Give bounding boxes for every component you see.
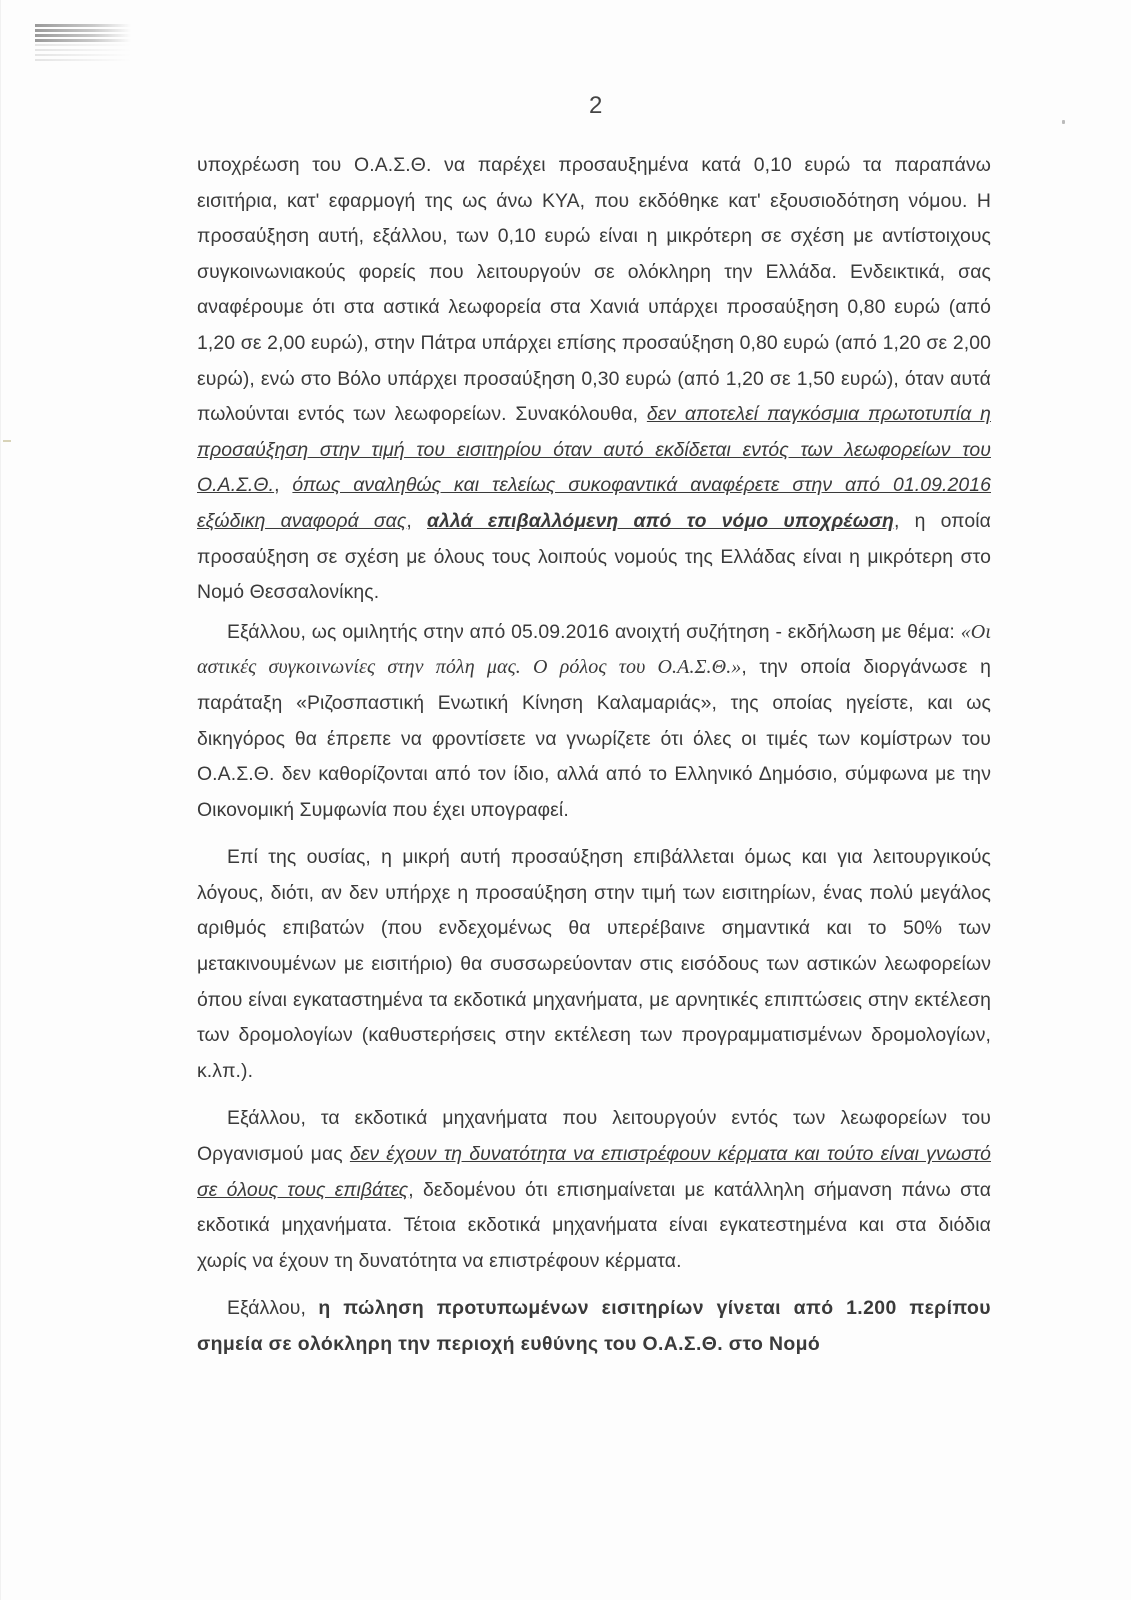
text: , την οποία διοργάνωσε η παράταξη «Ριζοσπαστική Ενωτική Κίνηση Καλαμαριάς», της οποίας ηγείστε, και ως δικηγόρος θα έπρεπε να φροντίσετε να γνωρίζετε ότι όλες οι τιμές των κομίστρων του Ο.Α.Σ.Θ. δεν καθορίζονται από τον ίδιο, αλλά από το Ελληνικό Δημόσιο, σύμφωνα με την Οικονομική Συμφωνία που έχει υπογραφεί. <box>197 656 991 821</box>
paragraph-2 <box>197 615 991 829</box>
text: , <box>406 509 427 532</box>
page-number: 2 <box>589 92 603 119</box>
text: Επί της ουσίας, η μικρή αυτή προσαύξηση επιβάλλεται όμως και για λειτουργικούς λόγους, διότι, αν δεν υπήρχε η προσαύξηση στην τιμή των εισιτηρίων, ένας πολύ μεγάλος αριθμός επιβατών (που ενδεχομένως θα υπερέβαινε σημαντικά και το 50% των μετακινουμένων με εισιτήριο) θα συσσωρεύονταν στις εισόδους των αστικών λεωφορείων όπου είναι εγκαταστημένα τα εκδοτικά μηχανήματα, με αρνητικές επιπτώσεις στην εκτέλεση των δρομολογίων (καθυστερήσεις στην εκτέλεση των προγραμματισμένων δρομολογίων, κ.λπ.). <box>197 846 991 1082</box>
text: , δεδομένου ότι επισημαίνεται με κατάλληλη σήμανση πάνω στα εκδοτικά μηχανήματα. Τέτοια εκδοτικά μηχανήματα είναι εγκατεστημένα και στα διόδια χωρίς να έχουν τη δυνατότητα να επιστρέφουν κέρματα. <box>197 1178 992 1272</box>
underlined-italic-text: δεν έχουν τη δυνατότητα να επιστρέφουν κέρματα και τούτο είναι γνωστό σε όλους τους επιβάτες <box>197 1143 991 1201</box>
text: , <box>274 474 293 497</box>
text: Εξάλλου, τα εκδοτικά μηχανήματα που λειτουργούν εντός των λεωφορείων του Οργανισμού μας <box>197 1107 991 1166</box>
text: , η οποία προσαύξηση σε σχέση με όλους τους λοιπούς νομούς της Ελλάδας είναι η μικρότερη στο Νομό Θεσσαλονίκης. <box>197 509 991 604</box>
text: Εξάλλου, ως ομιλητής στην από 05.09.2016 ανοιχτή συζήτηση - εκδήλωση με θέμα: <box>227 620 961 643</box>
paragraph-4 <box>197 1101 991 1279</box>
text: υποχρέωση του Ο.Α.Σ.Θ. να παρέχει προσαυξημένα κατά 0,10 ευρώ τα παραπάνω εισιτήρια, κατ' εφαρμογή της ως άνω ΚΥΑ, που εκδόθηκε κατ' εξουσιοδότηση νόμου. Η προσαύξηση αυτή, εξάλλου, των 0,10 ευρώ είναι η μικρότερη σε σχέση με αντίστοιχους συγκοινωνιακούς φορείς που λειτουργούν σε ολόκληρη την Ελλάδα. Ενδεικτικά, σας αναφέρουμε ότι στα αστικά λεωφορεία στα Χανιά υπάρχει προσαύξηση 0,80 ευρώ (από 1,20 σε 2,00 ευρώ), στην Πάτρα υπάρχει επίσης προσαύξηση 0,80 ευρώ (από 1,20 σε 2,00 ευρώ), ενώ στο Βόλο υπάρχει προσαύξηση 0,30 ευρώ (από 1,20 σε 1,50 ευρώ), όταν αυτά πωλούνται εντός των λεωφορείων. Συνακόλουθα, <box>197 154 991 426</box>
bold-text: η πώληση προτυπωμένων εισιτηρίων γίνεται από 1.200 περίπου σημεία σε ολόκληρη την περιοχή ευθύνης του Ο.Α.Σ.Θ. στο Νομό <box>197 1297 991 1355</box>
scan-artifact <box>35 24 131 84</box>
underlined-italic-text: όπως αναληθώς και τελείως συκοφαντικά αναφέρετε στην από 01.09.2016 εξώδικη αναφορά σας <box>197 474 991 532</box>
bold-underlined-italic-text: αλλά επιβαλλόμενη από το νόμο υποχρέωση <box>427 509 894 532</box>
text: Εξάλλου, <box>227 1297 319 1320</box>
underlined-italic-text: δεν αποτελεί παγκόσμια πρωτοτυπία η προσαύξηση στην τιμή του εισιτηρίου όταν αυτό εκδίδεται εντός των λεωφορείων του Ο.Α.Σ.Θ. <box>197 403 991 497</box>
italic-quote: «Οι αστικές συγκοινωνίες στην πόλη μας. Ο ρόλος του Ο.Α.Σ.Θ.» <box>197 620 991 679</box>
paragraph-1 <box>197 148 991 611</box>
margin-mark <box>3 440 11 442</box>
document-body <box>197 148 991 1363</box>
paragraph-3 <box>197 840 991 1089</box>
paragraph-5 <box>197 1291 991 1362</box>
scan-speck <box>1062 120 1065 124</box>
